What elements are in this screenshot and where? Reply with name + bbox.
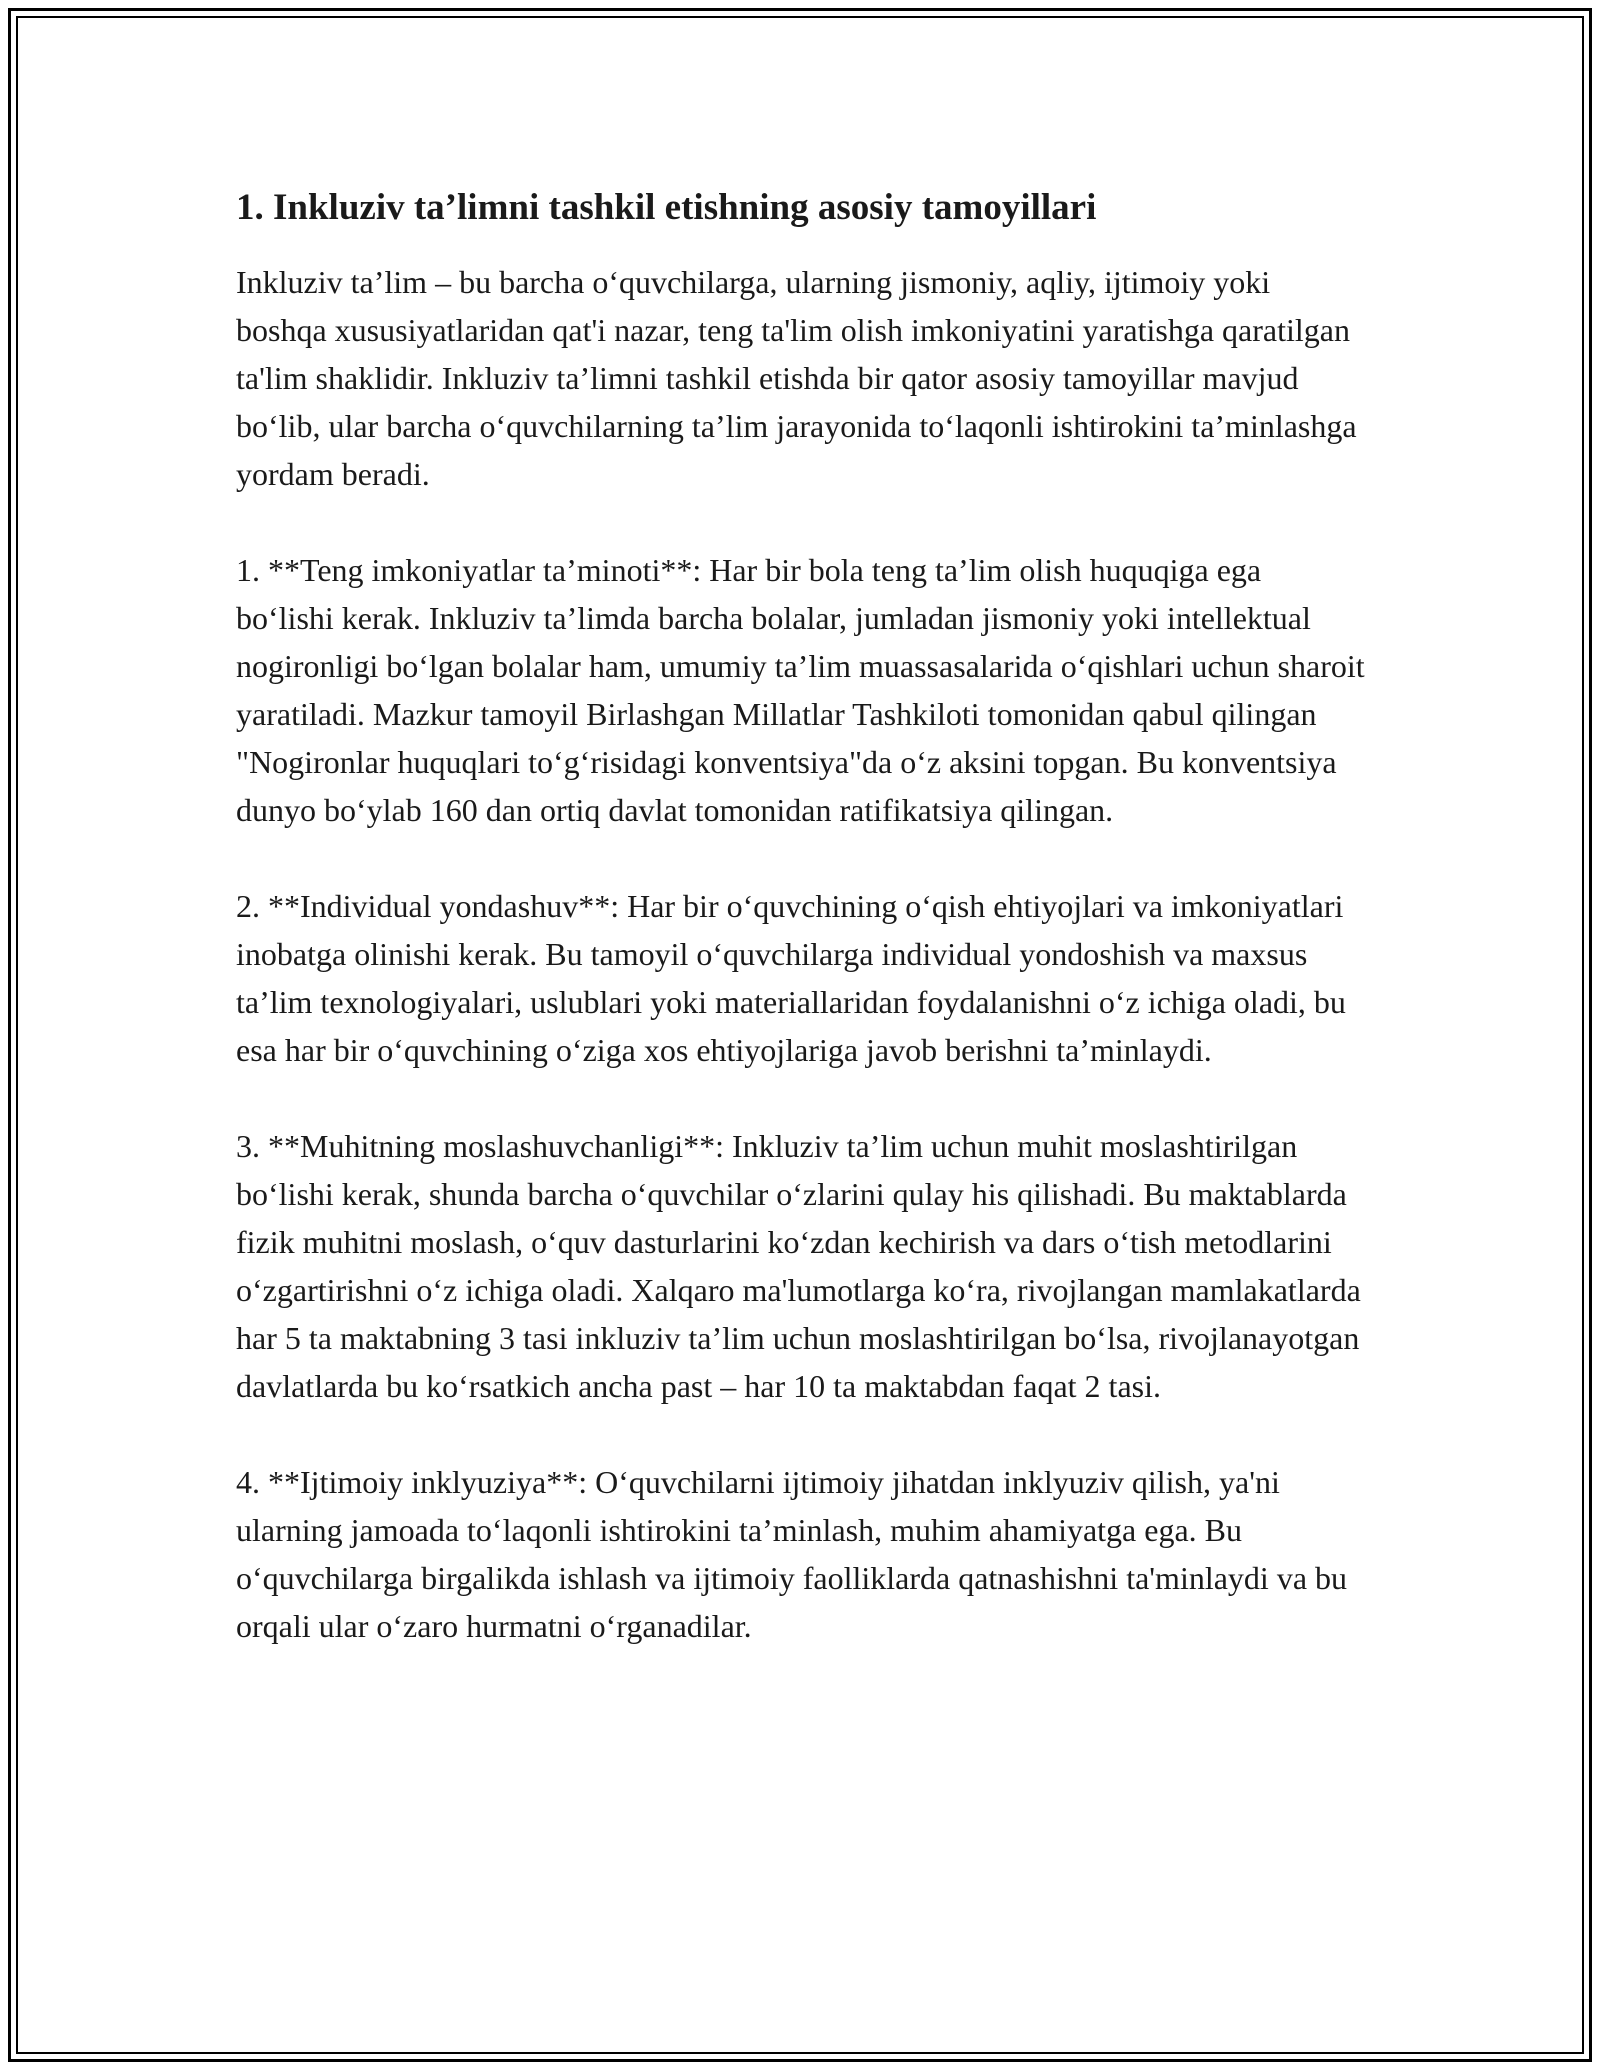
principle-paragraph-1: 1. **Teng imkoniyatlar ta’minoti**: Har bir bola teng ta’lim olish huquqiga ega bo‘lishi kerak. Inkluziv ta’limda barcha bolalar, jumladan jismoniy yoki intellektual nogironligi bo‘lgan bolalar ham, umumiy ta’lim muassasalarida o‘qishlari uchun sharoit yaratiladi. Mazkur tamoyil Birlashgan Millatlar Tashkiloti tomonidan qabul qilingan "Nogironlar huquqlari to‘g‘risidagi konventsiya"da o‘z aksini topgan. Bu konventsiya dunyo bo‘ylab 160 dan ortiq davlat tomonidan ratifikatsiya qilingan. bbox=[236, 552, 1365, 829]
principle-paragraph-2: 2. **Individual yondashuv**: Har bir o‘quvchining o‘qish ehtiyojlari va imkoniyatlari inobatga olinishi kerak. Bu tamoyil o‘quvchilarga individual yondoshish va maxsus ta’lim texnologiyalari, uslublari yoki materiallaridan foydalanishni o‘z ichiga oladi, bu esa har bir o‘quvchining o‘ziga xos ehtiyojlariga javob berishni ta’minlaydi. bbox=[236, 888, 1346, 1069]
principle-paragraph-3: 3. **Muhitning moslashuvchanligi**: Inkluziv ta’lim uchun muhit moslashtirilgan bo‘lishi kerak, shunda barcha o‘quvchilar o‘zlarini qulay his qilishadi. Bu maktablarda fizik muhitni moslash, o‘quv dasturlarini ko‘zdan kechirish va dars o‘tish metodlarini o‘zgartirishni o‘z ichiga oladi. Xalqaro ma'lumotlarga ko‘ra, rivojlangan mamlakatlarda har 5 ta maktabning 3 tasi inkluziv ta’lim uchun moslashtirilgan bo‘lsa, rivojlanayotgan davlatlarda bu ko‘rsatkich ancha past – har 10 ta maktabdan faqat 2 tasi. bbox=[236, 1128, 1361, 1405]
intro-paragraph: Inkluziv ta’lim – bu barcha o‘quvchilarga, ularning jismoniy, aqliy, ijtimoiy yoki boshqa xususiyatlaridan qat'i nazar, teng ta'lim olish imkoniyatini yaratishga qaratilgan ta'lim shaklidir. Inkluziv ta’limni tashkil etishda bir qator asosiy tamoyillar mavjud bo‘lib, ular barcha o‘quvchilarning ta’lim jarayonida to‘laqonli ishtirokini ta’minlashga yordam beradi. bbox=[236, 264, 1357, 493]
principle-paragraph-4: 4. **Ijtimoiy inklyuziya**: O‘quvchilarni ijtimoiy jihatdan inklyuziv qilish, ya'ni ularning jamoada to‘laqonli ishtirokini ta’minlash, muhim ahamiyatga ega. Bu o‘quvchilarga birgalikda ishlash va ijtimoiy faolliklarda qatnashishni ta'minlaydi va bu orqali ular o‘zaro hurmatni o‘rganadilar. bbox=[236, 1464, 1348, 1645]
document-heading: 1. Inkluziv ta’limni tashkil etishning asosiy tamoyillari bbox=[236, 187, 1097, 228]
document-body bbox=[236, 184, 1366, 1698]
